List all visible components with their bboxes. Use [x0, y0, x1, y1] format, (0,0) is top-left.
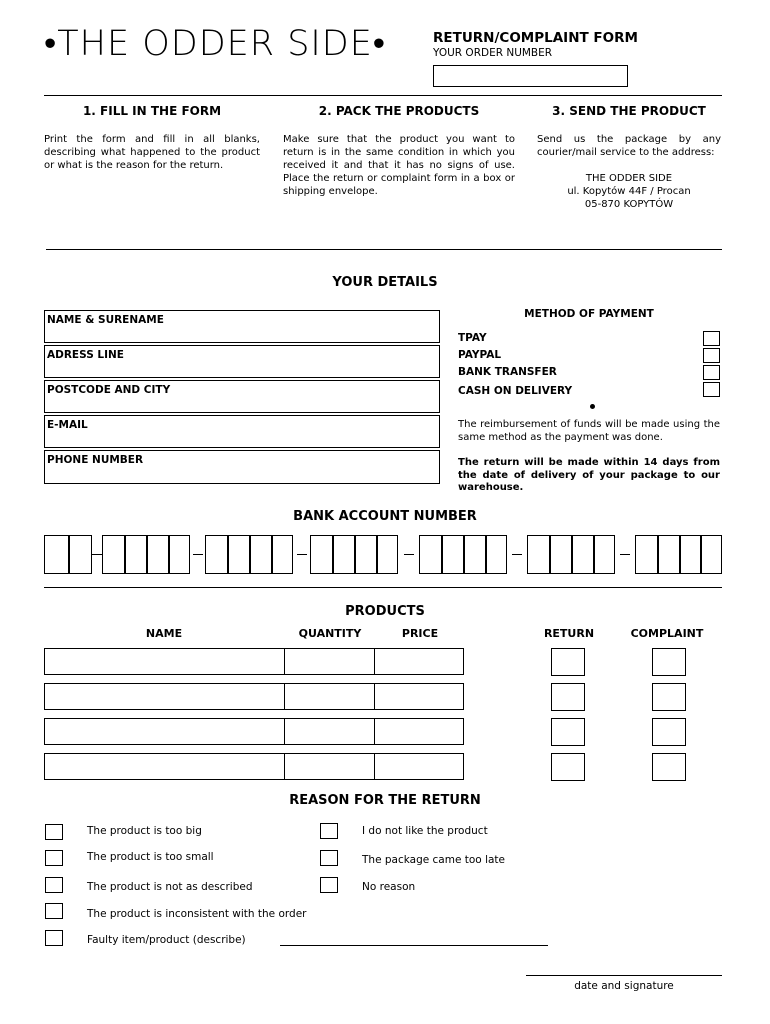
- product-return-checkbox[interactable]: [551, 648, 585, 676]
- col-quantity-header: QUANTITY: [298, 627, 362, 640]
- bank-digit-separator: [227, 535, 229, 574]
- payment-option-cash: CASH ON DELIVERY: [458, 385, 573, 397]
- col-name-header: NAME: [145, 627, 183, 640]
- bank-digit-separator: [249, 535, 251, 574]
- bank-digit-separator: [441, 535, 443, 574]
- product-quantity-cell[interactable]: [284, 718, 376, 745]
- address-line-2: ul. Kopytów 44F / Procan: [567, 186, 691, 197]
- brand-logo: •THE ODDER SIDE•: [44, 24, 387, 64]
- bank-digit-separator: [679, 535, 681, 574]
- reason-late-label: The package came too late: [362, 854, 505, 866]
- bank-digit-separator: [68, 535, 70, 574]
- faulty-description-line[interactable]: [280, 945, 548, 946]
- bank-digit-separator: [146, 535, 148, 574]
- address-line-3: 05-870 KOPYTÓW: [584, 199, 674, 210]
- step3-title: 3. SEND THE PRODUCT: [552, 104, 706, 118]
- col-complaint-header: COMPLAINT: [630, 627, 704, 640]
- payment-option-paypal: PAYPAL: [458, 349, 502, 361]
- step3-text: Send us the package by any courier/mail service to the address:: [537, 134, 721, 158]
- product-complaint-checkbox[interactable]: [652, 718, 686, 746]
- reason-faulty-checkbox[interactable]: [45, 930, 63, 946]
- phone-field[interactable]: [44, 450, 440, 484]
- product-quantity-cell[interactable]: [284, 648, 376, 675]
- signature-line[interactable]: [526, 975, 722, 976]
- product-return-checkbox[interactable]: [551, 718, 585, 746]
- reason-too-big-label: The product is too big: [87, 825, 202, 837]
- tpay-checkbox[interactable]: [703, 331, 720, 346]
- payment-option-tpay: TPAY: [458, 332, 487, 344]
- bank-dash: [620, 554, 630, 555]
- reason-not-as-described-checkbox[interactable]: [45, 877, 63, 893]
- payment-option-bank-transfer: BANK TRANSFER: [458, 366, 557, 378]
- reason-too-small-label: The product is too small: [87, 851, 214, 863]
- details-title: YOUR DETAILS: [332, 275, 438, 290]
- bullet-dot: [590, 404, 595, 409]
- order-number-label: YOUR ORDER NUMBER: [433, 47, 553, 59]
- payment-title: METHOD OF PAYMENT: [524, 308, 654, 320]
- email-field-label: E-MAIL: [47, 419, 88, 431]
- reason-inconsistent-checkbox[interactable]: [45, 903, 63, 919]
- bank-dash: [512, 554, 522, 555]
- reason-too-small-checkbox[interactable]: [45, 850, 63, 866]
- product-complaint-checkbox[interactable]: [652, 648, 686, 676]
- bank-transfer-checkbox[interactable]: [703, 365, 720, 380]
- order-number-input[interactable]: [433, 65, 628, 87]
- bank-digit-separator: [485, 535, 487, 574]
- bank-digit-separator: [549, 535, 551, 574]
- product-name-cell[interactable]: [44, 753, 286, 780]
- product-quantity-cell[interactable]: [284, 683, 376, 710]
- reason-dislike-label: I do not like the product: [362, 825, 488, 837]
- refund-method-note: The reimbursement of funds will be made using the same method as the payment was done.: [458, 419, 720, 443]
- step1-title: 1. FILL IN THE FORM: [82, 104, 222, 118]
- bank-digit-separator: [354, 535, 356, 574]
- reason-dislike-checkbox[interactable]: [320, 823, 338, 839]
- bank-digit-separator: [463, 535, 465, 574]
- bank-dash: [92, 554, 102, 555]
- product-quantity-cell[interactable]: [284, 753, 376, 780]
- bank-digit-separator: [571, 535, 573, 574]
- steps-divider: [46, 249, 722, 250]
- signature-label: date and signature: [574, 980, 674, 992]
- bank-dash: [404, 554, 414, 555]
- product-name-cell[interactable]: [44, 648, 286, 675]
- reason-not-as-described-label: The product is not as described: [87, 881, 253, 893]
- product-name-cell[interactable]: [44, 683, 286, 710]
- product-return-checkbox[interactable]: [551, 683, 585, 711]
- col-return-header: RETURN: [543, 627, 595, 640]
- header-divider: [44, 95, 722, 96]
- address-field-label: ADRESS LINE: [47, 349, 124, 361]
- products-title: PRODUCTS: [345, 604, 425, 619]
- col-price-header: PRICE: [401, 627, 439, 640]
- product-price-cell[interactable]: [374, 718, 464, 745]
- bank-digit-separator: [271, 535, 273, 574]
- product-name-cell[interactable]: [44, 718, 286, 745]
- bank-digit-separator: [593, 535, 595, 574]
- product-return-checkbox[interactable]: [551, 753, 585, 781]
- reasons-title: REASON FOR THE RETURN: [289, 793, 481, 808]
- bank-account-title: BANK ACCOUNT NUMBER: [293, 509, 477, 524]
- reason-faulty-label: Faulty item/product (describe): [87, 934, 246, 946]
- reason-too-big-checkbox[interactable]: [45, 824, 63, 840]
- product-price-cell[interactable]: [374, 648, 464, 675]
- form-title: RETURN/COMPLAINT FORM: [433, 30, 638, 46]
- step1-text: Print the form and fill in all blanks, describing what happened to the product or what is the reason for the return.: [44, 134, 260, 171]
- bank-digit-separator: [168, 535, 170, 574]
- reason-late-checkbox[interactable]: [320, 850, 338, 866]
- bank-digit-separator: [700, 535, 702, 574]
- paypal-checkbox[interactable]: [703, 348, 720, 363]
- bank-digit-separator: [332, 535, 334, 574]
- product-price-cell[interactable]: [374, 753, 464, 780]
- bank-digit-separator: [124, 535, 126, 574]
- postcode-city-field[interactable]: [44, 380, 440, 413]
- reason-inconsistent-label: The product is inconsistent with the order: [87, 908, 307, 920]
- bank-divider: [44, 587, 722, 588]
- reason-none-checkbox[interactable]: [320, 877, 338, 893]
- cash-on-delivery-checkbox[interactable]: [703, 382, 720, 397]
- bank-digit-separator: [376, 535, 378, 574]
- name-field-label: NAME & SURENAME: [47, 314, 164, 326]
- product-complaint-checkbox[interactable]: [652, 683, 686, 711]
- bank-digit-separator: [657, 535, 659, 574]
- address-field[interactable]: [44, 345, 440, 378]
- email-field[interactable]: [44, 415, 440, 448]
- refund-time-note: The return will be made within 14 days from the date of delivery of your package to our warehouse.: [458, 457, 720, 493]
- name-field[interactable]: [44, 310, 440, 343]
- bank-dash: [193, 554, 203, 555]
- step2-text: Make sure that the product you want to return is in the same condition in which you received it and that it has no signs of use. Place the return or complaint form in a box or shipping envelope.: [283, 134, 515, 197]
- address-line-1: THE ODDER SIDE: [585, 173, 673, 184]
- reason-none-label: No reason: [362, 881, 416, 893]
- bank-dash: [297, 554, 307, 555]
- product-price-cell[interactable]: [374, 683, 464, 710]
- phone-field-label: PHONE NUMBER: [47, 454, 144, 466]
- shipping-address: [537, 172, 721, 211]
- postcode-field-label: POSTCODE AND CITY: [47, 384, 171, 396]
- product-complaint-checkbox[interactable]: [652, 753, 686, 781]
- step2-title: 2. PACK THE PRODUCTS: [318, 104, 480, 118]
